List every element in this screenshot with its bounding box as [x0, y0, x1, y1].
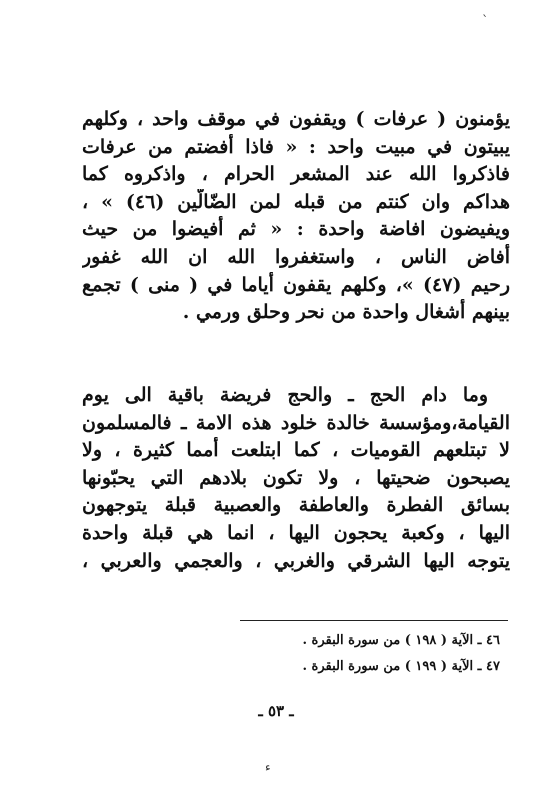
- text-line: ويفيضون افاضة واحدة : « ثم أفيضوا من حيث: [82, 218, 510, 241]
- text-line: هداكم وان كنتم من قبله لمن الضّالّين (٤٦) » ،: [82, 190, 510, 213]
- text-line: رحيم (٤٧) »، وكلهم يقفون أياما في ( منى ) تجمع: [82, 273, 510, 296]
- text-line: يؤمنون ( عرفات ) ويقفون في موقف واحد ، وكلهم: [82, 108, 510, 130]
- text-line: اليها ، وكعبة يحجون اليها ، انما هي قبلة واحدة: [82, 521, 510, 544]
- text-line: يتوجه اليها الشرقي والغربي ، والعجمي والعربي ،: [82, 549, 510, 572]
- text-line: فاذكروا الله عند المشعر الحرام ، واذكروه كما: [82, 163, 510, 186]
- text-line: بسائق الفطرة والعاطفة والعصبية قبلة يتوجهون: [82, 494, 510, 517]
- text-line: أفاض الناس ، واستغفروا الله ان الله غفور: [82, 245, 510, 268]
- bottom-mark: ء: [265, 760, 271, 774]
- text-line: لا تبتلعهم القوميات ، كما ابتلعت أمما كثيرة ، ولا: [82, 439, 510, 462]
- text-line: وما دام الحج ـ والحج فريضة باقية الى يوم: [82, 384, 488, 406]
- footnote: ٤٦ ـ الآية ( ١٩٨ ) من سورة البقرة .: [302, 633, 500, 648]
- text-line: يصبحون ضحيتها ، ولا تكون بلادهم التي يحبّونها: [82, 466, 510, 489]
- paragraph-1: [82, 106, 510, 327]
- corner-mark: ˋ: [482, 14, 489, 29]
- footnotes: [200, 628, 500, 680]
- footnote: ٤٧ ـ الآية ( ١٩٩ ) من سورة البقرة .: [302, 659, 500, 674]
- footnote-divider: [240, 620, 508, 621]
- paragraph-2: [82, 382, 510, 575]
- text-line: القيامة،ومؤسسة خالدة خلود هذه الامة ـ فالمسلمون: [82, 411, 510, 434]
- page-number: ـ ٥٣ ـ: [258, 702, 294, 720]
- text-line: بينهم أشغال واحدة من نحر وحلق ورمي .: [182, 301, 510, 324]
- text-line: يبيتون في مبيت واحد : « فاذا أفضتم من عرفات: [82, 135, 510, 158]
